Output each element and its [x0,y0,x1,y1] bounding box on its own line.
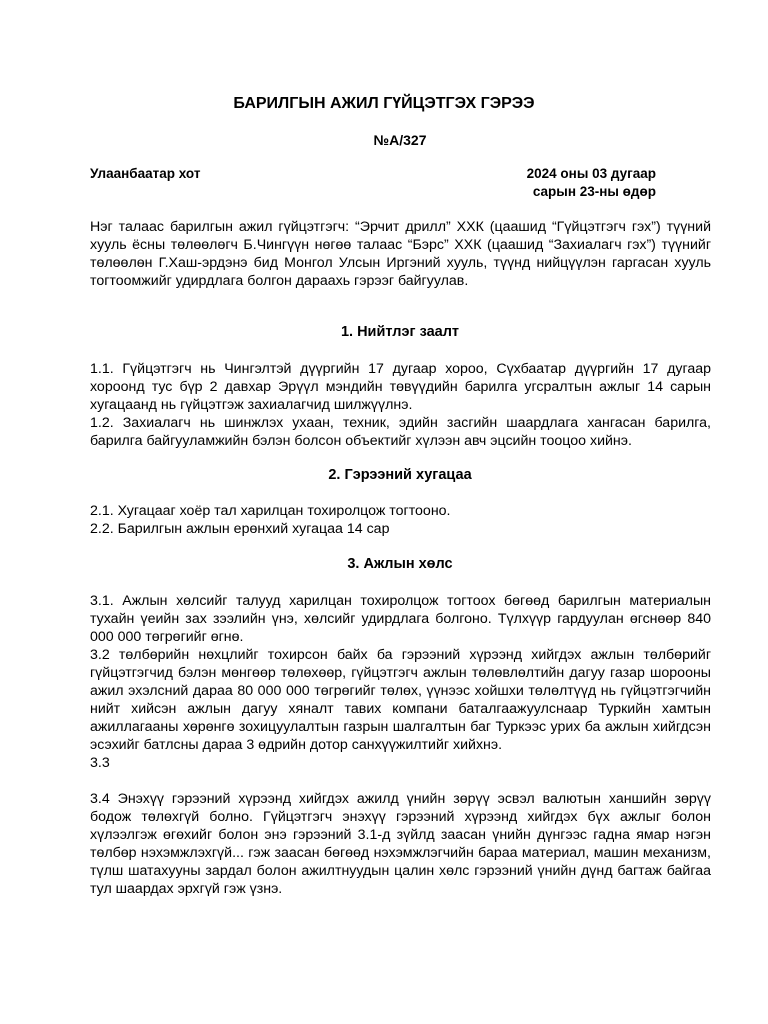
clause-3-1: 3.1. Ажлын хөлсийг талууд харилцан тохиролцож тогтоох бөгөөд барилгын материалын тухайн үеийн зах зээлийн үнэ, хөлсийг удирдлага болгоно. Түлхүүр гардуулан өгснөөр 840 000 000 төгрөгийг өгнө. [90,593,711,645]
intro-paragraph [90,218,711,290]
clause-3-4: 3.4 Энэхүү гэрээний хүрээнд хийгдэх ажилд үнийн зөрүү эсвэл валютын ханшийн зөрүү бодож төлөхгүй болно. Гүйцэтгэгч энэхүү гэрээний хүрээнд хийгдэх бүх ажлыг болон хүлээлгэж өгөхийг болон энэ гэрээний 3.1-д зүйлд заасан үнийн дүнгээс гадна ямар нэгэн төлбөр нэхэмжлэхгүй... гэж заасан бөгөөд нэхэмжлэгчийн бараа материал, машин механизм, түлш шатахууны зардал болон ажилтнуудын цалин хөлс гэрээний үнийн дүнд багтаж байгаа тул шаардах эрхгүй гэж үзнэ. [90,791,711,897]
section-3-body [90,592,711,898]
clause-3-3: 3.3 [90,755,110,771]
intro-text: Нэг талаас барилгын ажил гүйцэтгэгч: “Эрчит дрилл” ХХК (цаашид “Гүйцэтгэгч гэх”) түүний хууль ёсны төлөөлөгч Б.Чингүүн нөгөө талаас “Бэрс” ХХК (цаашид “Захиалагч гэх”) түүнийг төлөөлөн Г.Хаш-эрдэнэ бид Монгол Улсын Иргэний хууль, түүнд нийцүүлэн гаргасан хууль тогтоомжийг удирдлага болгон дараахь гэрээг байгуулав. [90,219,711,289]
section-heading-2: 2. Гэрээний хугацаа [328,467,472,483]
section-1-body [90,360,711,450]
section-heading-1: 1. Нийтлэг заалт [340,324,460,340]
clause-2-2: 2.2. Барилгын ажлын ерөнхий хугацаа 14 сар [90,521,390,537]
clause-1-1: 1.1. Гүйцэтгэгч нь Чингэлтэй дүүргийн 17 дугаар хороо, Сүхбаатар дүүргийн 17 дугаар хороонд тус бүр 2 давхар Эрүүл мэндийн төвүүдийн барилга угсралтын ажлыг 14 сарын хугацаанд нь гүйцэтгэж захиалагчид шилжүүлнэ. [90,361,711,413]
contract-city: Улаанбаатар хот [90,166,201,181]
clause-2-1: 2.1. Хугацааг хоёр тал харилцан тохиролцож тогтооно. [90,503,451,519]
section-heading-3: 3. Ажлын хөлс [347,556,453,572]
document-title: БАРИЛГЫН АЖИЛ ГҮЙЦЭТГЭХ ГЭРЭЭ [233,95,535,112]
section-2-body [90,502,711,538]
clause-1-2: 1.2. Захиалагч нь шинжлэх ухаан, техник, эдийн засгийн шаардлага хангасан барилга, барилга байгууламжийн бэлэн болсон объектийг хүлээн авч эцсийн тооцоо хийнэ. [90,415,711,449]
contract-date-line2: сарын 23-ны өдөр [532,184,656,199]
contract-number: №А/327 [373,132,427,148]
contract-date-line1: 2024 оны 03 дугаар [526,166,656,181]
contract-date [416,165,656,201]
clause-3-2: 3.2 төлбөрийн нөхцлийг тохирсон байх ба гэрээний хүрээнд хийгдэх ажлын төлбөрийг гүйцэтгэгчид бэлэн мөнгөөр төлөхөөр, гүйцэтгэгч ажлын төлөвлөлтийн дагуу газар шорооны ажил эхэлсний дараа 80 000 000 төгрөгийг төлөх, үүнээс хойшхи төлөлтүүд нь гүйцэтгэгчийн нийт хийсэн ажлын дагуу хяналт тавих компани баталгаажуулснаар Туркийн хамтын ажиллагааны хөрөнгө зохицуулалтын газрын шалгалтын баг Туркээс урих ба ажлын хийгдсэн эсэхийг батлсны дараа 3 өдрийн дотор санхүүжилтийг хийхнэ. [90,647,711,753]
